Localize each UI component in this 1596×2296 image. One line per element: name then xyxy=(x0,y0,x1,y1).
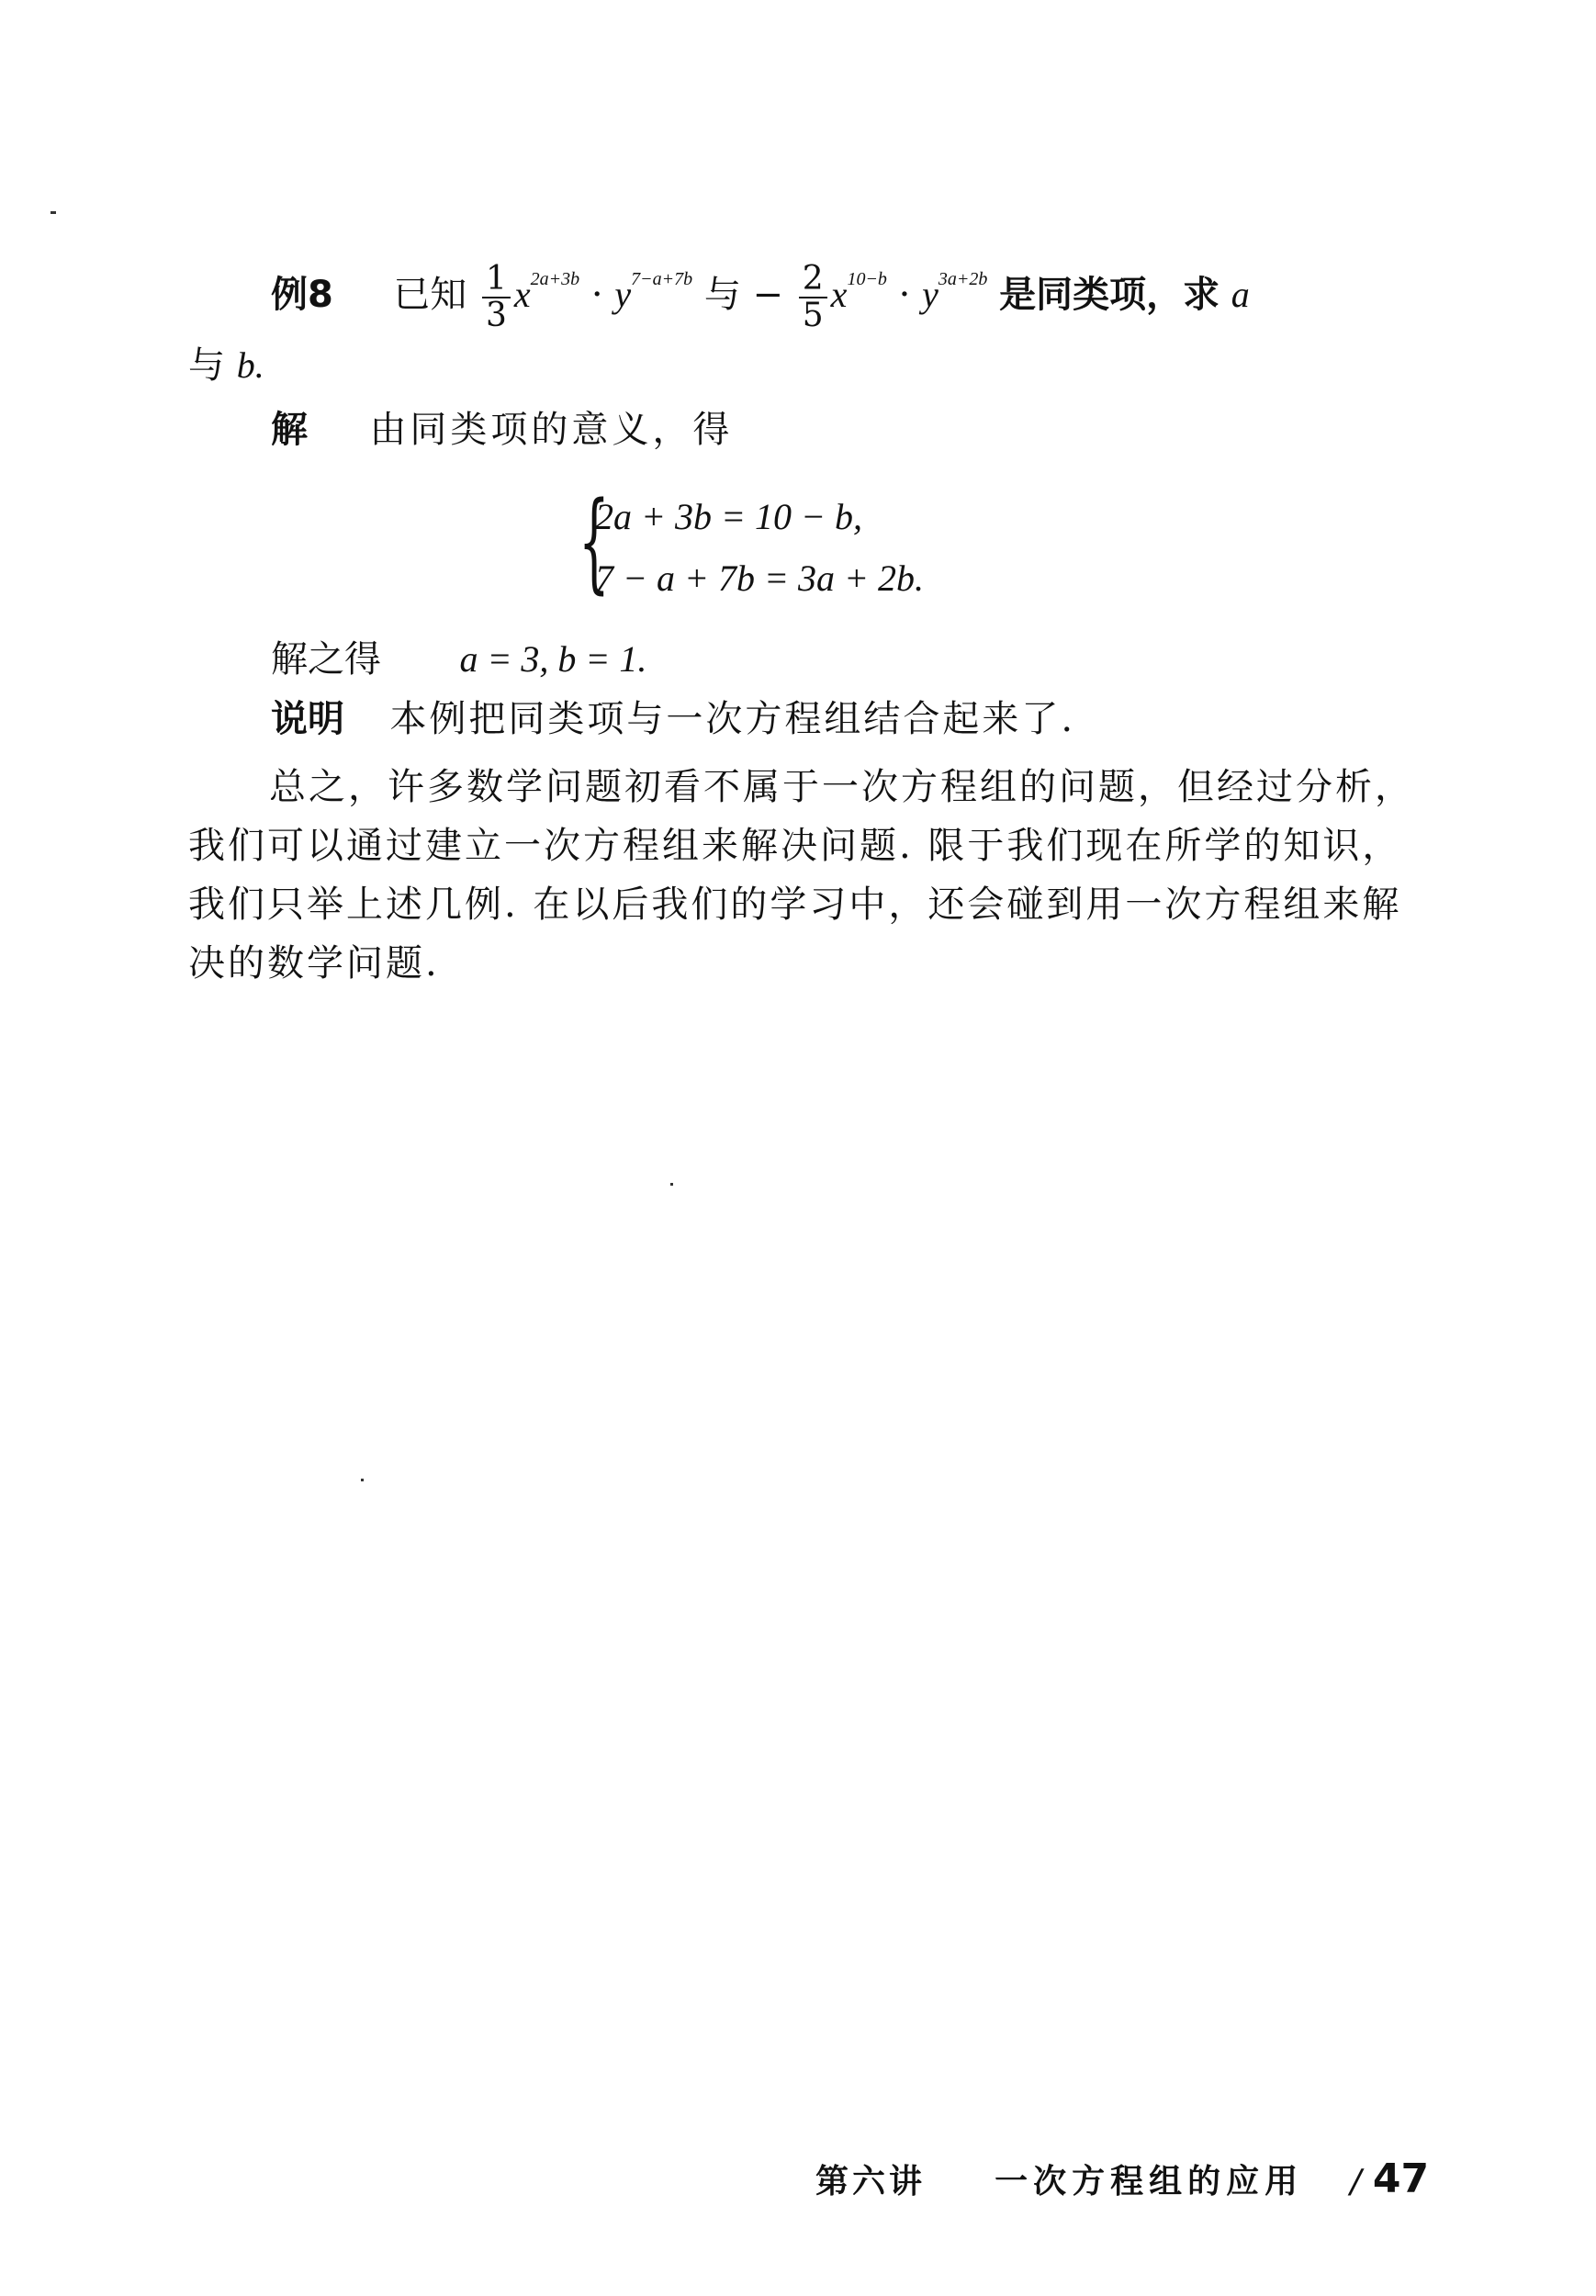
fraction-one-third: $\frac{1}{3}$ xyxy=(482,262,511,333)
equation-brace: { xyxy=(579,478,610,604)
note-line xyxy=(271,693,1075,745)
example-tail: 是同类项，求 xyxy=(999,274,1220,316)
example-line-2: 与 b. xyxy=(188,344,264,387)
result-label: 解之得 xyxy=(271,638,381,681)
solution-label: 解 xyxy=(271,409,308,451)
note-text: 本例把同类项与一次方程组结合起来了. xyxy=(389,698,1076,740)
note-label: 说明 xyxy=(271,698,344,740)
footer-chapter: 第六讲 xyxy=(815,2163,927,2200)
result-line xyxy=(271,634,646,685)
page-footer xyxy=(815,2156,1429,2205)
footer-separator: / xyxy=(1350,2163,1362,2200)
conjunction: 与 − xyxy=(703,274,784,316)
scan-speck xyxy=(361,1479,364,1481)
scan-speck xyxy=(670,1183,673,1186)
exponent-3: 10−b xyxy=(847,269,887,289)
equation-1: 2a + 3b = 10 − b, xyxy=(595,496,862,537)
result-values: a = 3, b = 1. xyxy=(459,638,647,680)
page-number: 47 xyxy=(1372,2155,1430,2202)
example-line-1: 例8 已知 $\frac{1}{3}$ $x^{2a+3b} \cdot y^{7-a+7b}$ 与 − $\frac{2}{5}$ $x^{10-b} \cdot y^{3a+2b}$ 是同类项，求 a xyxy=(271,260,1250,334)
solution-text: 由同类项的意义，得 xyxy=(369,409,734,451)
exponent-1: 2a+3b xyxy=(530,269,580,289)
solution-line xyxy=(271,404,733,456)
footer-title: 一次方程组的应用 xyxy=(995,2163,1304,2200)
exponent-4: 3a+2b xyxy=(938,269,988,289)
fraction-two-fifths: $\frac{2}{5}$ xyxy=(799,262,827,333)
equation-2: 7 − a + 7b = 3a + 2b. xyxy=(595,557,924,599)
example-intro: 已知 xyxy=(393,274,467,316)
summary-paragraph: 总之，许多数学问题初看不属于一次方程组的问题，但经过分析，我们可以通过建立一次方程组来解决问题. 限于我们现在所学的知识，我们只举上述几例. 在以后我们的学习中，还会碰到用一次方程组来解决的数学问题. xyxy=(188,766,1414,985)
example-label: 例8 xyxy=(271,274,333,316)
scan-speck xyxy=(51,211,56,214)
exponent-2: 7−a+7b xyxy=(631,269,693,289)
